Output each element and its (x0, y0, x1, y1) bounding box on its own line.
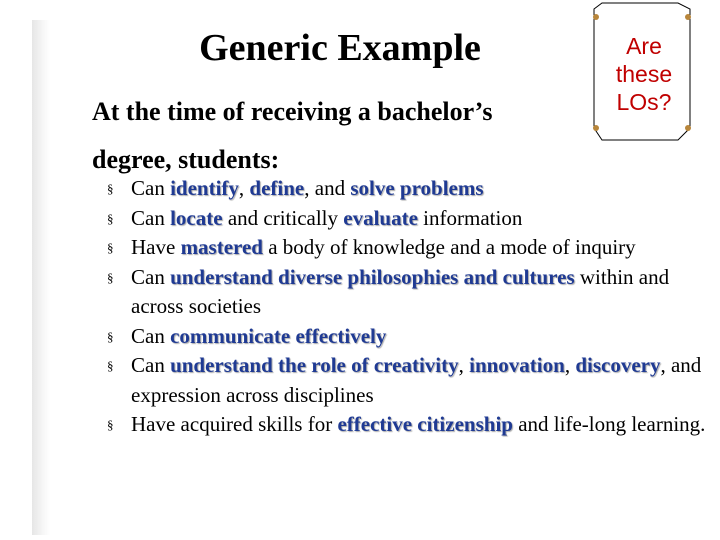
bullet-text: Can (131, 205, 171, 230)
bullet-text: Have acquired skills for (131, 412, 338, 436)
keyword: define (249, 176, 305, 200)
keyword: evaluate (343, 205, 418, 230)
outcome-item (107, 174, 712, 204)
keyword: locate (170, 205, 223, 230)
keyword: solve problems (350, 176, 484, 200)
bullet-text: , (458, 353, 470, 377)
keyword: understand the role of creativity (170, 353, 459, 377)
bullet-text: and critically (222, 205, 344, 230)
bullet-text: Can (131, 353, 171, 377)
keyword: understand diverse philosophies and cultures (170, 264, 575, 289)
callout-text (582, 32, 706, 116)
slide-title: Generic Example (199, 27, 481, 69)
keyword: effective citizenship (337, 412, 513, 436)
octagon-sign-icon (582, 0, 706, 145)
callout-line-2: these (615, 61, 673, 87)
bullet-text: Can (131, 264, 171, 289)
bullet-icon: § (107, 328, 114, 344)
bullet-icon: § (107, 269, 114, 285)
outcome-item (107, 322, 712, 352)
bullet-icon: § (107, 240, 114, 255)
keyword: identify (170, 176, 239, 200)
keyword: innovation (469, 353, 565, 377)
bullet-text: , and (304, 176, 351, 200)
keyword: mastered (180, 235, 263, 259)
callout-line-3: LOs? (616, 89, 672, 115)
bullet-text: , (238, 176, 250, 200)
bullet-text: within and across societies (131, 264, 670, 318)
bullet-text: information (417, 205, 523, 230)
outcome-list (107, 174, 712, 440)
outcome-item (107, 410, 712, 440)
bullet-text: , (564, 353, 576, 377)
intro-line-1: At the time of receiving a bachelor’s (92, 97, 493, 126)
bullet-text: Can (131, 323, 171, 348)
keyword: discovery (575, 353, 661, 377)
outcome-item (107, 351, 712, 410)
keyword: communicate effectively (170, 323, 387, 348)
bullet-icon: § (107, 358, 114, 373)
bullet-text: a body of knowledge and a mode of inquiry (262, 235, 636, 259)
bullet-text: Can (131, 176, 171, 200)
bullet-text: and life-long learning. (512, 412, 706, 436)
bullet-icon: § (107, 181, 114, 196)
outcome-item (107, 233, 712, 263)
bullet-text: , and expression across disciplines (131, 353, 702, 407)
intro-line-2: degree, students: (92, 145, 280, 174)
bullet-text: Have (131, 235, 181, 259)
bullet-icon: § (107, 210, 114, 226)
left-decorative-bar (32, 20, 50, 535)
intro-text (92, 88, 562, 184)
callout-line-1: Are (626, 33, 662, 59)
bullet-icon: § (107, 417, 114, 432)
outcome-item (107, 204, 712, 234)
outcome-item (107, 263, 712, 322)
